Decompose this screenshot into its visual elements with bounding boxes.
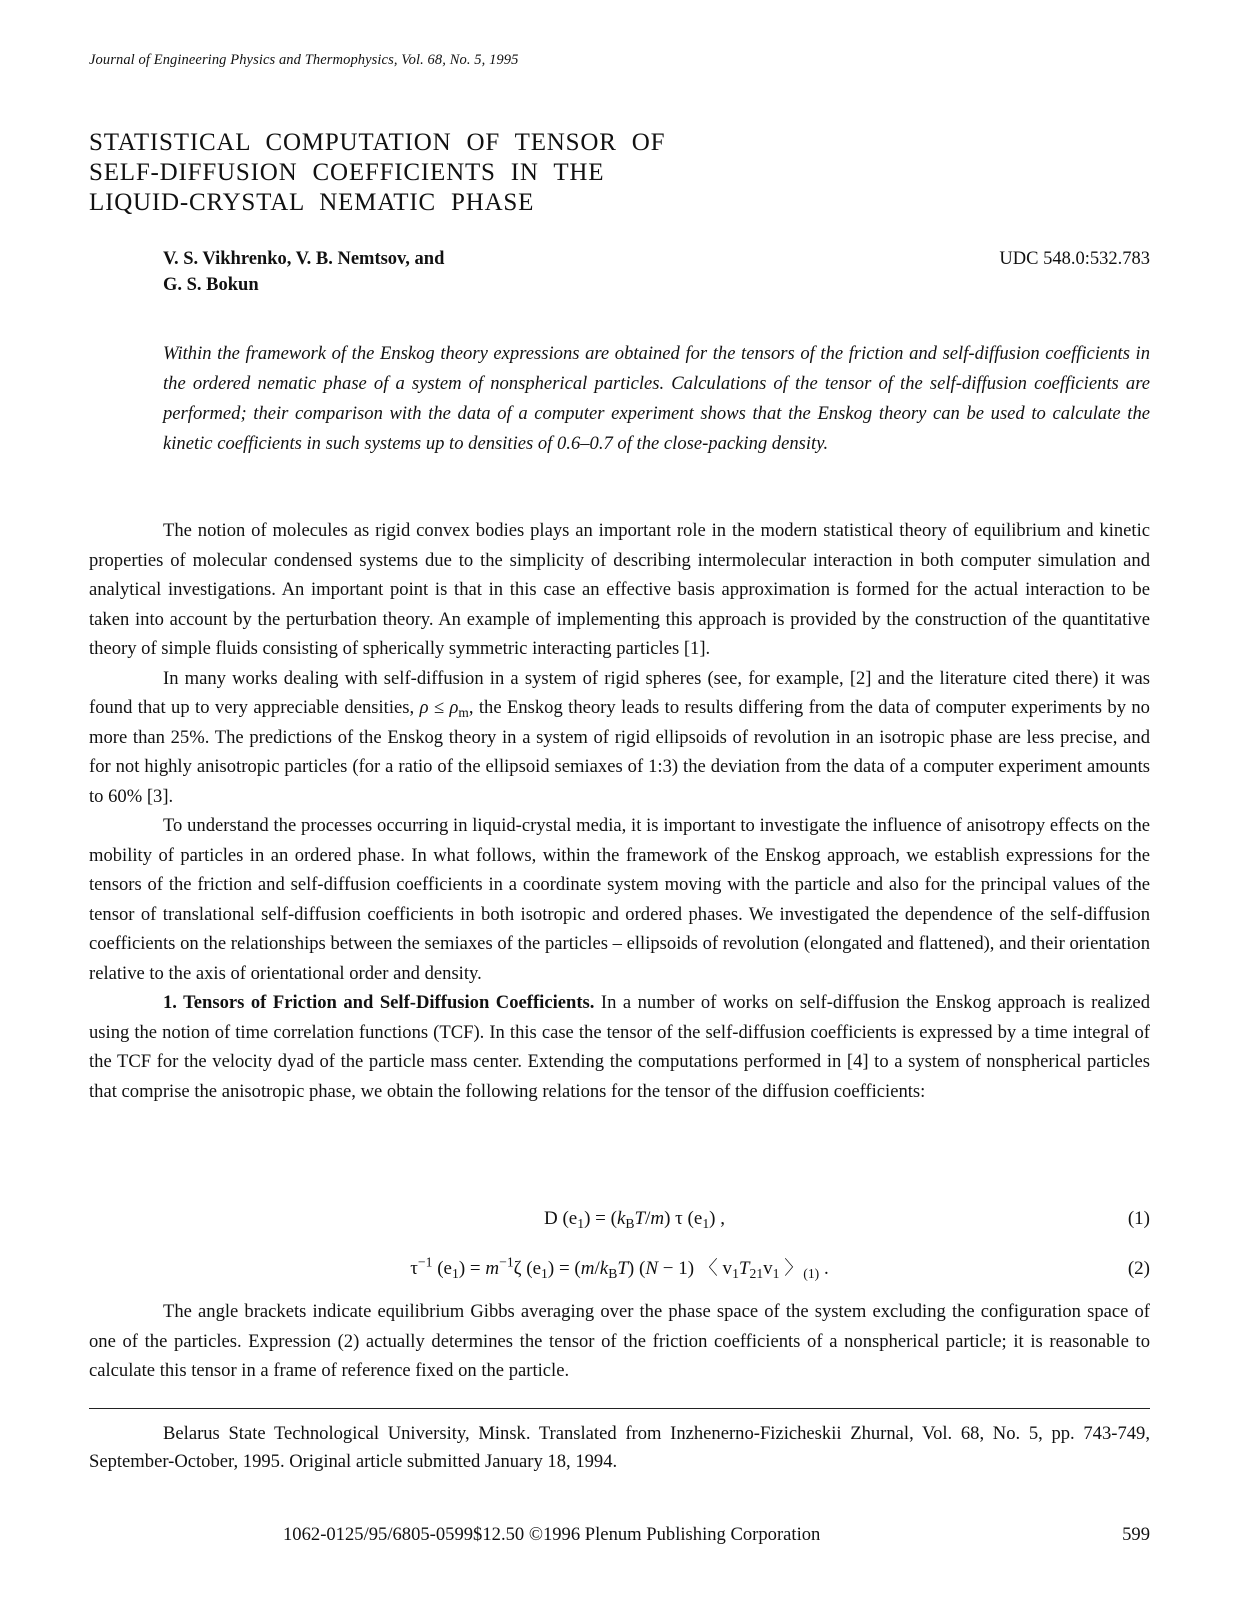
affiliation-footnote: Belarus State Technological University, Minsk. Translated from Inzhenerno-Fizicheskii Zhurnal, Vol. 68, No. 5, pp. 743-749, September-October, 1995. Original article submitted January 18, 1994. (89, 1423, 1150, 1472)
equation-2-body: $\tau^{-1}$ $(e_1) = m^{-1}\zeta$ $(e_1) = (m/k_BT) (N - 1)$ 〈 $v_1T_{21}v_1$ 〉$_{(1)}$ . (410, 1254, 829, 1282)
paragraph-text: , the Enskog theory leads to results differing from the data of computer experiments by no more than 25%. The predictions of the Enskog theory in a system of rigid ellipsoids of revolution in an isotropic phase are less precise, and for not highly anisotropic particles (for a ratio of the ellipsoid semiaxes of 1:3) the deviation from the data of a computer experiment amounts to 60% [3]. (89, 697, 1150, 807)
article-title (89, 128, 789, 218)
body-text-continued (89, 1297, 1150, 1386)
equation-1-number: (1) (1127, 1208, 1150, 1229)
authors-line-1: V. S. Vikhrenko, V. B. Nemtsov, and (163, 249, 445, 269)
title-line-3: LIQUID-CRYSTAL NEMATIC PHASE (89, 189, 535, 216)
title-line-2: SELF-DIFFUSION COEFFICIENTS IN THE (89, 159, 605, 186)
title-line-1: STATISTICAL COMPUTATION OF TENSOR OF (89, 129, 666, 156)
paragraph-gibbs-averaging: The angle brackets indicate equilibrium Gibbs averaging over the phase space of the system excluding the configuration space of one of the particles. Expression (2) actually determines the tensor of the friction coefficients of a nonspherical particle; it is reasonable to calculate this tensor in a frame of reference fixed on the particle. (89, 1301, 1150, 1381)
equation-2 (89, 1254, 1150, 1284)
paragraph-section-1 (89, 988, 1150, 1106)
paragraph-enskog-spheres (89, 664, 1150, 812)
equation-1-body: D $(e_1) = (k_BT/m)$ τ $(e_1)$ , (543, 1208, 725, 1232)
page-number: 599 (1122, 1524, 1150, 1545)
equation-2-number: (2) (1127, 1258, 1150, 1279)
paragraph-intro: The notion of molecules as rigid convex bodies plays an important role in the modern statistical theory of equilibrium and kinetic properties of molecular condensed systems due to the simplicity of describing intermolecular interaction in both computer simulation and analytical investigations. An important point is that in this case an effective basis approximation is formed for the actual interaction to be taken into account by the perturbation theory. An example of implementing this approach is provided by the construction of the quantitative theory of simple fluids consisting of spherically symmetric interacting particles [1]. (89, 520, 1150, 659)
udc-code: UDC 548.0:532.783 (999, 249, 1150, 269)
journal-citation: Journal of Engineering Physics and Thermophysics, Vol. 68, No. 5, 1995 (89, 52, 519, 68)
footnote-divider (89, 1408, 1150, 1409)
authors-line-2: G. S. Bokun (163, 275, 259, 295)
page-footer (89, 1522, 1150, 1548)
paragraph-anisotropy: To understand the processes occurring in liquid-crystal media, it is important to investigate the influence of anisotropy effects on the mobility of particles in an ordered phase. In what follows, within the framework of the Enskog approach, we establish expressions for the tensors of the friction and self-diffusion coefficients in a coordinate system moving with the particle and also for the principal values of the tensor of translational self-diffusion coefficients in both isotropic and ordered phases. We investigated the dependence of the self-diffusion coefficients on the relationships between the semiaxes of the particles – ellipsoids of revolution (elongated and flattened), and their orientation relative to the axis of orientational order and density. (89, 815, 1150, 984)
paragraph-text: In many works dealing with self-diffusion in a system of rigid spheres (see, for example, [2] and the literature cited there) it was found that up to very appreciable densities, (89, 667, 1150, 718)
abstract: Within the framework of the Enskog theory expressions are obtained for the tensors of the friction and self-diffusion coefficients in the ordered nematic phase of a system of nonspherical particles. Calculations of the tensor of the self-diffusion coefficients are performed; their comparison with the data of a computer experiment shows that the Enskog theory can be used to calculate the kinetic coefficients in such systems up to densities of 0.6–0.7 of the close-packing density. (163, 343, 1150, 454)
body-text (89, 516, 1150, 1106)
equation-1 (89, 1204, 1150, 1234)
publisher-line: 1062-0125/95/6805-0599$12.50 ©1996 Plenum Publishing Corporation (283, 1524, 821, 1545)
author-list (163, 246, 444, 298)
paragraph-text: In a number of works on self-diffusion the Enskog approach is realized using the notion of time correlation functions (TCF). In this case the tensor of the self-diffusion coefficients is expressed by a time integral of the TCF for the velocity dyad of the particle mass center. Extending the computations performed in [4] to a system of nonspherical particles that comprise the anisotropic phase, we obtain the following relations for the tensor of the diffusion coefficients: (89, 992, 1150, 1102)
section-heading: 1. Tensors of Friction and Self-Diffusion Coefficients. (163, 992, 595, 1013)
density-inequality: $\rho \le \rho_m$ (419, 697, 469, 721)
